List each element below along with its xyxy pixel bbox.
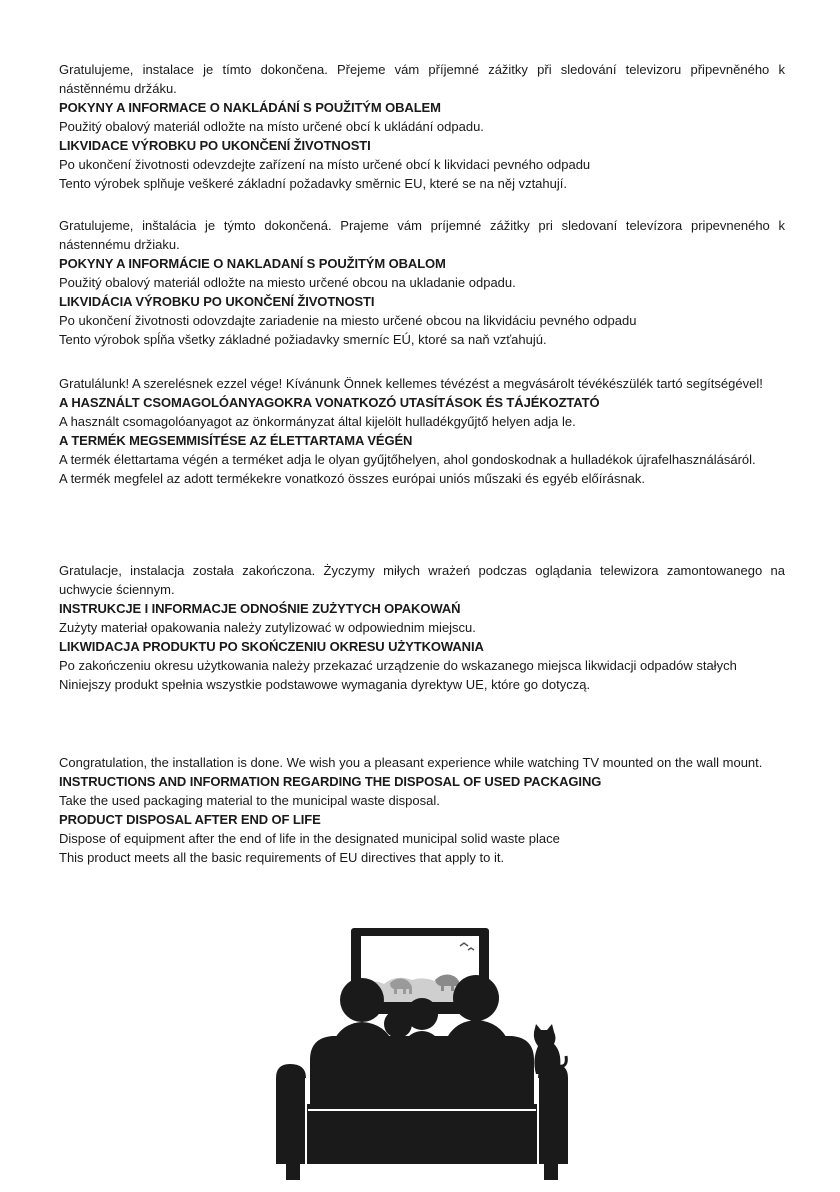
disposal-heading: PRODUCT DISPOSAL AFTER END OF LIFE — [59, 812, 321, 827]
cat-icon — [534, 1024, 567, 1074]
packaging-text: Take the used packaging material to the municipal waste disposal. — [59, 793, 440, 808]
compliance-text: Tento výrobek splňuje veškeré základní požadavky směrnic EU, které se na něj vztahují. — [59, 176, 567, 191]
disposal-heading: LIKVIDÁCIA VÝROBKU PO UKONČENÍ ŽIVOTNOSTI — [59, 294, 375, 309]
packaging-heading: A HASZNÁLT CSOMAGOLÓANYAGOKRA VONATKOZÓ UTASÍTÁSOK ÉS TÁJÉKOZTATÓ — [59, 395, 600, 410]
packaging-heading: POKYNY A INFORMÁCIE O NAKLADANÍ S POUŽITÝM OBALOM — [59, 256, 446, 271]
section-czech — [59, 60, 785, 193]
intro-text: Gratulálunk! A szerelésnek ezzel vége! Kívánunk Önnek kellemes tévézést a megvásárolt tévékészülék tartó segítségével! — [59, 376, 763, 391]
disposal-text: Dispose of equipment after the end of life in the designated municipal solid waste place — [59, 831, 560, 846]
packaging-text: Použitý obalový materiál odložte na miesto určené obcou na ukladanie odpadu. — [59, 275, 516, 290]
packaging-text: A használt csomagolóanyagot az önkormányzat által kijelölt hulladékgyűjtő helyen adja le. — [59, 414, 576, 429]
disposal-text: Po ukončení životnosti odovzdajte zariadenie na miesto určené obcou na likvidáciu pevného odpadu — [59, 313, 637, 328]
section-hungarian — [59, 374, 785, 488]
disposal-heading: A TERMÉK MEGSEMMISÍTÉSE AZ ÉLETTARTAMA VÉGÉN — [59, 433, 413, 448]
disposal-heading: LIKWIDACJA PRODUKTU PO SKOŃCZENIU OKRESU UŻYTKOWANIA — [59, 639, 484, 654]
section-slovak — [59, 216, 785, 349]
compliance-text: Tento výrobok spĺňa všetky základné požiadavky smerníc EÚ, ktoré sa naň vzťahujú. — [59, 332, 547, 347]
compliance-text: A termék megfelel az adott termékekre vonatkozó összes európai uniós műszaki és egyéb előírásnak. — [59, 471, 646, 486]
compliance-text: This product meets all the basic requirements of EU directives that apply to it. — [59, 850, 505, 865]
packaging-heading: INSTRUKCJE I INFORMACJE ODNOŚNIE ZUŻYTYCH OPAKOWAŃ — [59, 601, 461, 616]
disposal-heading: LIKVIDACE VÝROBKU PO UKONČENÍ ŽIVOTNOSTI — [59, 138, 371, 153]
disposal-text: Po zakończeniu okresu użytkowania należy przekazać urządzenie do wskazanego miejsca likwidacji odpadów stałych — [59, 658, 737, 673]
intro-text: Gratulacje, instalacja została zakończona. Życzymy miłych wrażeń podczas oglądania telewizora zamontowanego na uchwycie ściennym. — [59, 563, 785, 597]
section-polish — [59, 561, 785, 694]
intro-text: Congratulation, the installation is done. We wish you a pleasant experience while watching TV mounted on the wall mount. — [59, 755, 763, 770]
compliance-text: Niniejszy produkt spełnia wszystkie podstawowe wymagania dyrektyw UE, które go dotyczą. — [59, 677, 591, 692]
packaging-heading: INSTRUCTIONS AND INFORMATION REGARDING THE DISPOSAL OF USED PACKAGING — [59, 774, 602, 789]
section-english — [59, 753, 785, 867]
packaging-text: Zużyty materiał opakowania należy zutylizować w odpowiednim miejscu. — [59, 620, 476, 635]
disposal-text: Po ukončení životnosti odevzdejte zařízení na místo určené obcí k likvidaci pevného odpadu — [59, 157, 591, 172]
sofa-icon — [276, 1036, 568, 1180]
family-watching-tv-illustration — [272, 928, 572, 1184]
intro-text: Gratulujeme, inštalácia je týmto dokončená. Prajeme vám príjemné zážitky pri sledovaní televízora pripevneného k nástennému držiaku. — [59, 218, 785, 252]
packaging-heading: POKYNY A INFORMACE O NAKLÁDÁNÍ S POUŽITÝM OBALEM — [59, 100, 441, 115]
packaging-text: Použitý obalový materiál odložte na místo určené obcí k ukládání odpadu. — [59, 119, 484, 134]
disposal-text: A termék élettartama végén a terméket adja le olyan gyűjtőhelyen, ahol gondoskodnak a hulladékok újrafelhasználásáról. — [59, 452, 756, 467]
intro-text: Gratulujeme, instalace je tímto dokončena. Přejeme vám příjemné zážitky při sledování televizoru připevněného k nástěnnému držáku. — [59, 62, 785, 96]
